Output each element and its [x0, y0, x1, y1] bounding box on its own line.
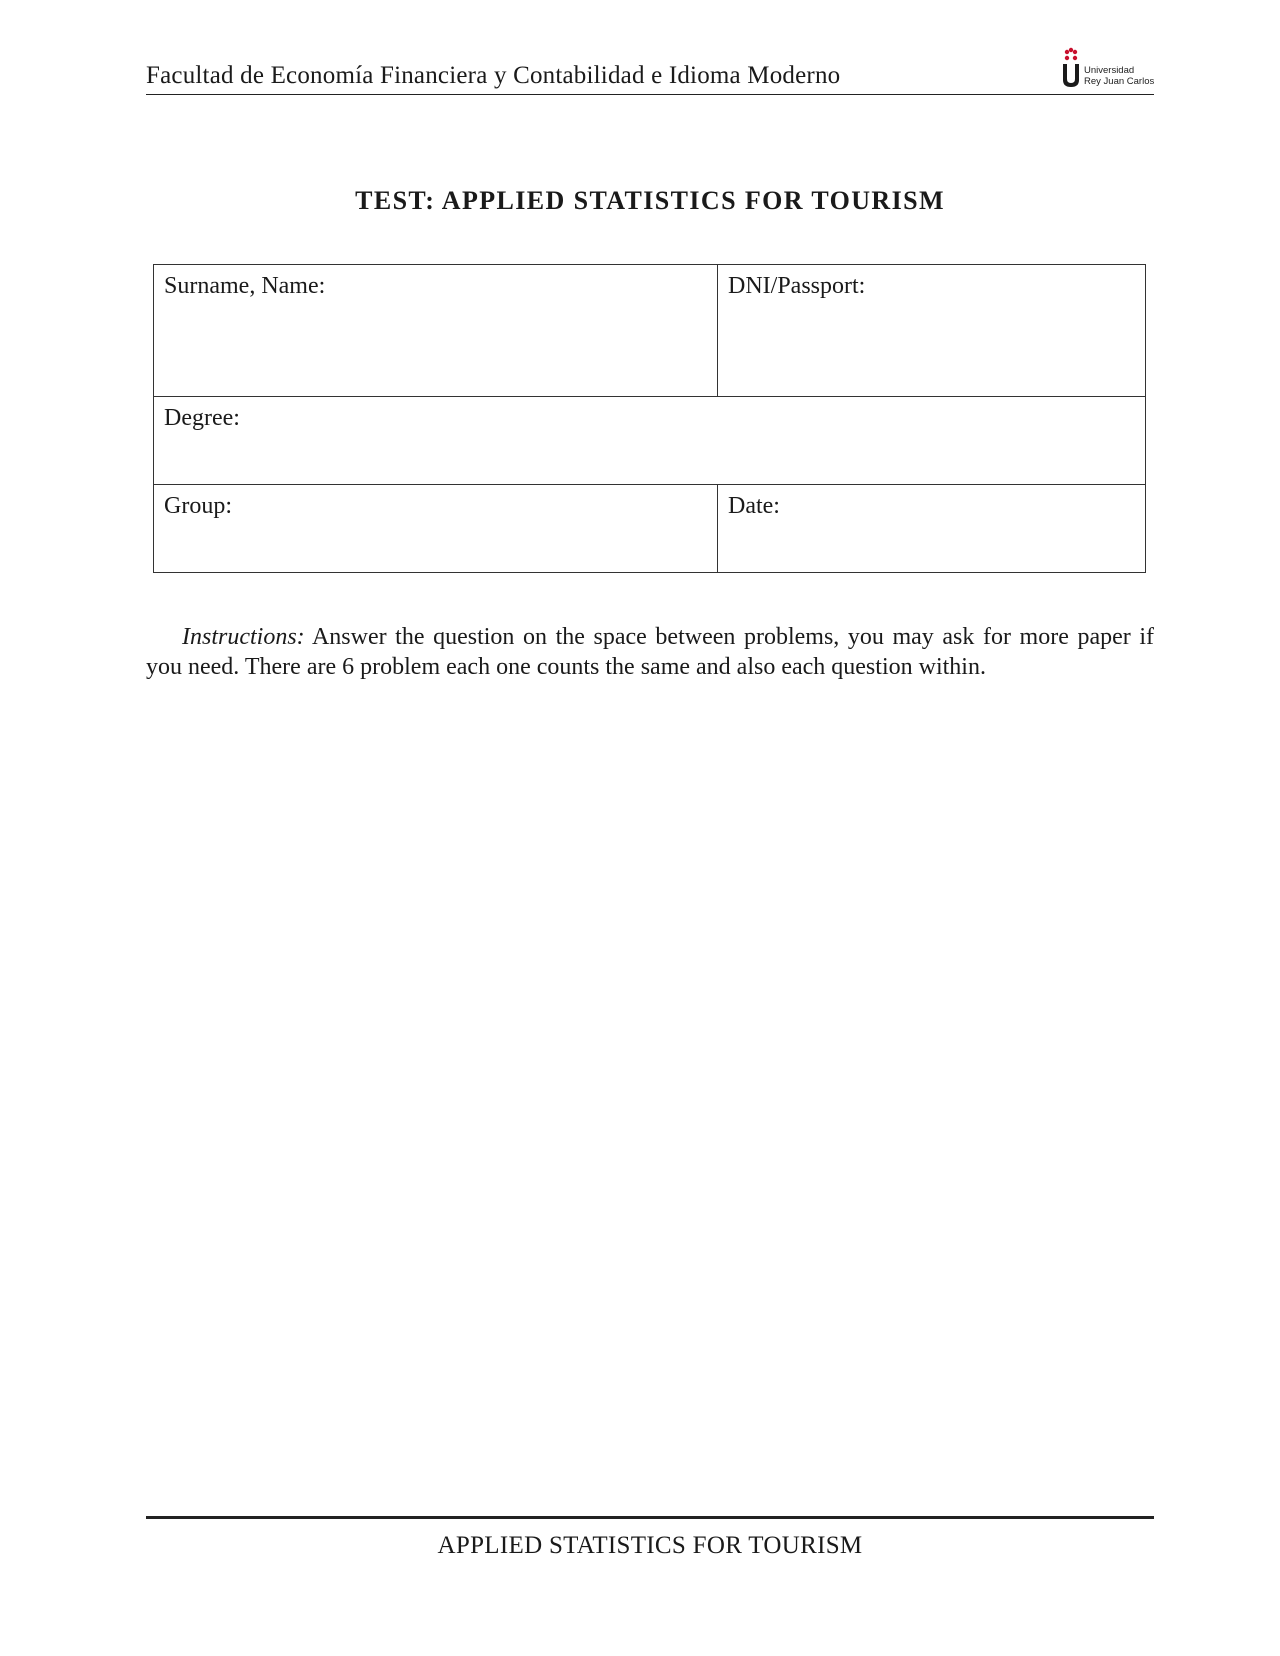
date-label: Date:	[728, 493, 780, 519]
group-field[interactable]	[154, 485, 718, 573]
test-title: TEST: APPLIED STATISTICS FOR TOURISM	[355, 186, 945, 215]
urjc-logo-icon	[1060, 47, 1082, 89]
dni-passport-field[interactable]	[718, 265, 1146, 397]
student-info-table	[153, 264, 1146, 573]
surname-name-label: Surname, Name:	[164, 273, 326, 299]
group-label: Group:	[164, 493, 232, 519]
instructions-label: Instructions:	[182, 624, 305, 650]
footer-title: APPLIED STATISTICS FOR TOURISM	[437, 1532, 863, 1559]
logo-line-2: Rey Juan Carlos	[1084, 76, 1155, 87]
degree-field[interactable]	[154, 397, 1146, 485]
university-logo	[1060, 47, 1154, 89]
instructions-text: Answer the question on the space between problems, you may ask for more paper if you need. There are 6 problem each one counts the same and also each question within.	[146, 624, 1154, 680]
degree-label: Degree:	[164, 405, 240, 431]
dni-passport-label: DNI/Passport:	[728, 273, 866, 299]
instructions-paragraph	[146, 622, 1154, 682]
surname-name-field[interactable]	[154, 265, 718, 397]
date-field[interactable]	[718, 485, 1146, 573]
page-header	[146, 60, 1154, 95]
logo-text	[1084, 65, 1154, 87]
faculty-name: Facultad de Economía Financiera y Contabilidad e Idioma Moderno	[146, 62, 841, 89]
logo-line-1: Universidad	[1084, 65, 1135, 76]
footer-divider	[146, 1516, 1154, 1519]
